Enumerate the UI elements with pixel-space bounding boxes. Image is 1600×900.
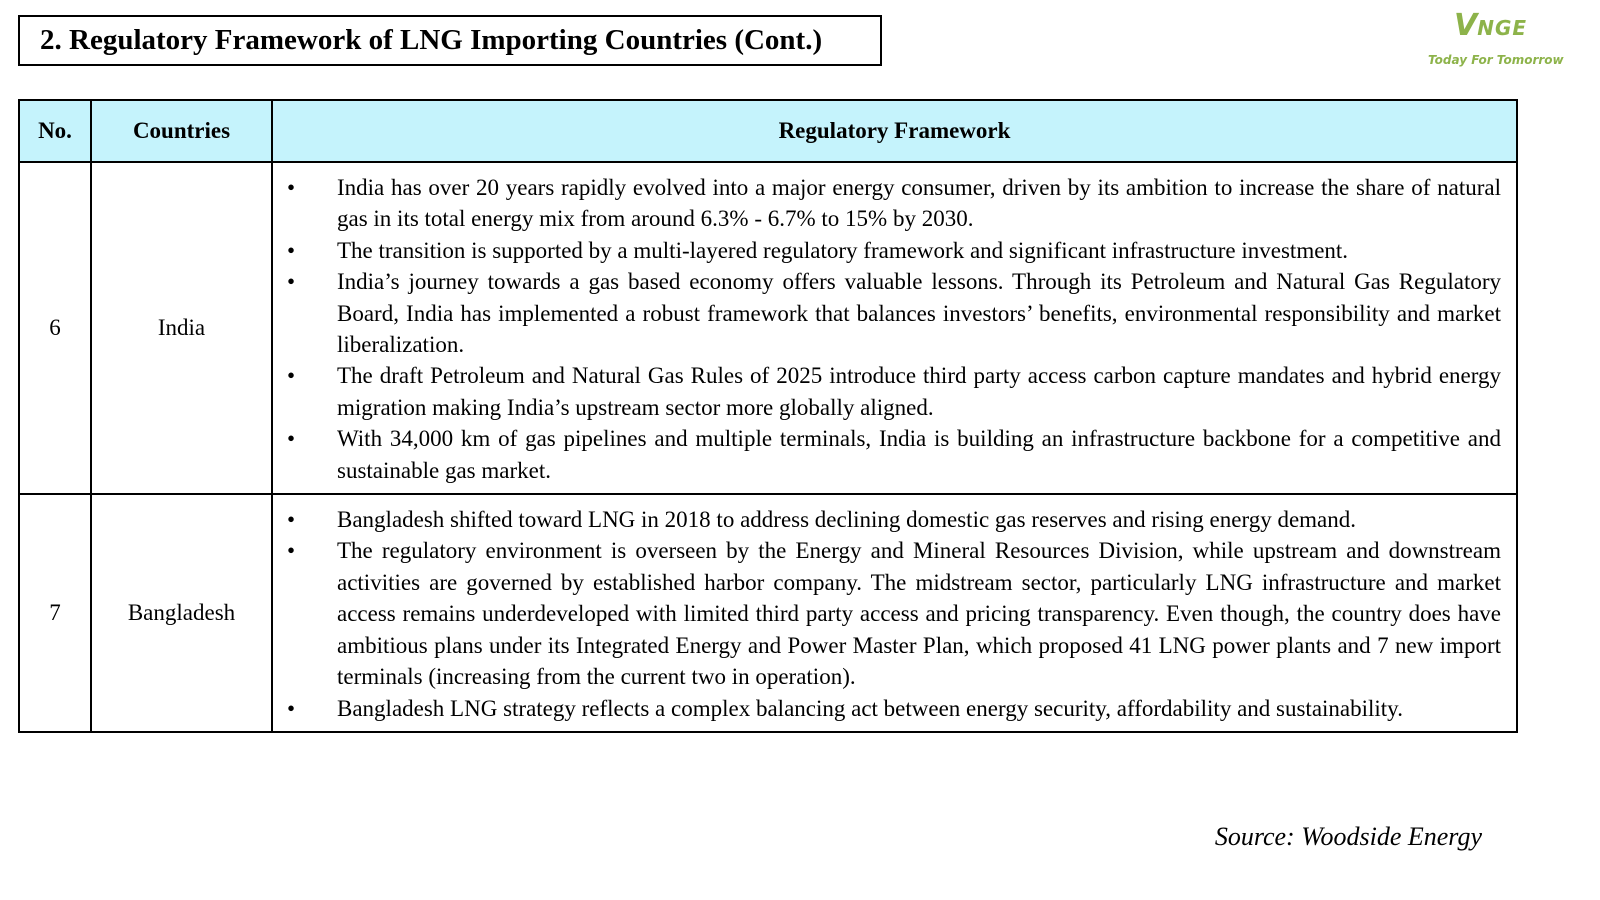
header-framework: Regulatory Framework [272, 100, 1517, 162]
framework-cell [272, 494, 1517, 732]
logo-tagline: Today For Tomorrow [1428, 53, 1564, 67]
bullet-item: • Bangladesh shifted toward LNG in 2018 to address declining domestic gas reserves and rising energy demand. [281, 504, 1501, 535]
bullet-item: • With 34,000 km of gas pipelines and multiple terminals, India is building an infrastructure backbone for a competitive and sustainable gas market. [281, 423, 1501, 486]
framework-cell [272, 162, 1517, 494]
page-title: 2. Regulatory Framework of LNG Importing Countries (Cont.) [18, 15, 882, 66]
company-logo [1418, 6, 1568, 74]
country-name: Bangladesh [91, 494, 272, 732]
bullet-item: • Bangladesh LNG strategy reflects a complex balancing act between energy security, affordability and sustainability. [281, 693, 1501, 724]
row-number: 6 [19, 162, 91, 494]
bullet-list [281, 504, 1501, 724]
bullet-list [281, 172, 1501, 486]
bullet-item: • India has over 20 years rapidly evolved into a major energy consumer, driven by its ambition to increase the share of natural gas in its total energy mix from around 6.3% - 6.7% to 15% by 2030. [281, 172, 1501, 235]
table-header-row [19, 100, 1517, 162]
table-row-bangladesh [19, 494, 1517, 732]
regulatory-framework-table [18, 99, 1518, 733]
logo-mark [1454, 8, 1527, 43]
header-no: No. [19, 100, 91, 162]
header-countries: Countries [91, 100, 272, 162]
country-name: India [91, 162, 272, 494]
logo-letters: NGE [1477, 16, 1528, 40]
bullet-item: • The transition is supported by a multi-layered regulatory framework and significant infrastructure investment. [281, 235, 1501, 266]
logo-initial: V [1454, 8, 1478, 43]
source-note: Source: Woodside Energy [1214, 822, 1482, 851]
bullet-item: • The regulatory environment is overseen by the Energy and Mineral Resources Division, while upstream and downstream activities are governed by established harbor company. The midstream sector, particularly LNG infrastructure and market access remains underdeveloped with limited third party access and pricing transparency. Even though, the country does have ambitious plans under its Integrated Energy and Power Master Plan, which proposed 41 LNG power plants and 7 new import terminals (increasing from the current two in operation). [281, 535, 1501, 692]
bullet-item: • India’s journey towards a gas based economy offers valuable lessons. Through its Petroleum and Natural Gas Regulatory Board, India has implemented a robust framework that balances investors’ benefits, environmental responsibility and market liberalization. [281, 266, 1501, 360]
row-number: 7 [19, 494, 91, 732]
bullet-item: • The draft Petroleum and Natural Gas Rules of 2025 introduce third party access carbon capture mandates and hybrid energy migration making India’s upstream sector more globally aligned. [281, 360, 1501, 423]
table-row-india [19, 162, 1517, 494]
